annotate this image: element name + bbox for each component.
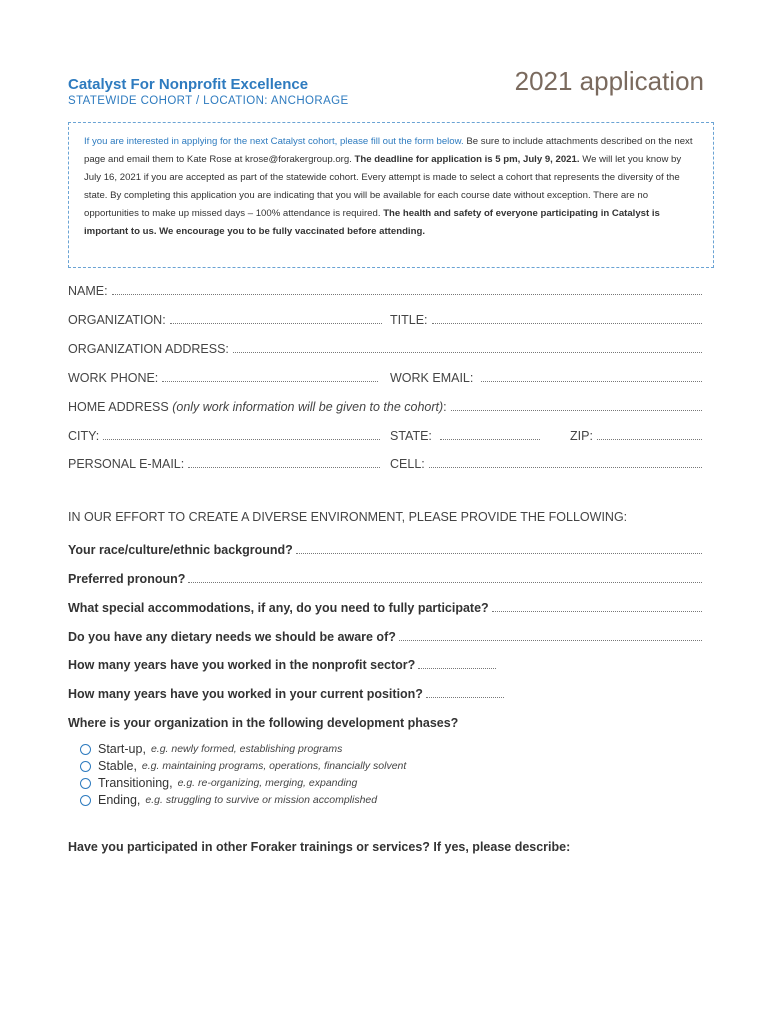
program-title: Catalyst For Nonprofit Excellence [68, 76, 309, 93]
phase-label: Stable, [98, 759, 137, 773]
name-label: NAME: [68, 284, 108, 298]
org-address-row [68, 338, 702, 356]
org-address-line[interactable] [233, 352, 702, 353]
pronoun-question[interactable] [68, 568, 702, 586]
dietary-line[interactable] [399, 640, 702, 641]
cell-field[interactable] [390, 453, 702, 471]
years-nonprofit-label: How many years have you worked in the nonprofit sector? [68, 658, 416, 672]
pronoun-label: Preferred pronoun? [68, 572, 186, 586]
work-contact-row [68, 367, 702, 385]
home-address-note: (only work information will be given to the cohort) [172, 400, 444, 414]
years-nonprofit-question[interactable] [68, 654, 702, 672]
title-field[interactable] [390, 309, 702, 327]
city-field[interactable] [68, 425, 380, 443]
title-label: TITLE: [390, 313, 428, 327]
home-address-row [68, 396, 702, 414]
personal-email-line[interactable] [188, 467, 380, 468]
phase-label: Transitioning, [98, 776, 173, 790]
phase-option-stable[interactable] [80, 759, 406, 773]
home-address-colon: : [443, 400, 447, 414]
years-position-line[interactable] [426, 697, 504, 698]
phase-example: e.g. newly formed, establishing programs [150, 743, 343, 755]
phase-option-ending[interactable] [80, 793, 377, 807]
name-line[interactable] [112, 294, 702, 295]
personal-email-label: PERSONAL E-MAIL: [68, 457, 185, 471]
organization-line[interactable] [170, 323, 382, 324]
org-address-label: ORGANIZATION ADDRESS: [68, 342, 229, 356]
dietary-question[interactable] [68, 626, 702, 644]
phase-label: Ending, [98, 793, 141, 807]
dietary-label: Do you have any dietary needs we should be aware of? [68, 630, 396, 644]
accommodations-question[interactable] [68, 597, 702, 615]
personal-email-field[interactable] [68, 453, 380, 471]
zip-label: ZIP: [570, 429, 593, 443]
organization-field[interactable] [68, 309, 382, 327]
state-label: STATE: [390, 429, 432, 443]
home-address-line[interactable] [451, 410, 702, 411]
radio-circle-icon[interactable] [80, 761, 91, 772]
phase-example: e.g. struggling to survive or mission accomplished [145, 794, 378, 806]
radio-circle-icon[interactable] [80, 795, 91, 806]
radio-circle-icon[interactable] [80, 778, 91, 789]
organization-label: ORGANIZATION: [68, 313, 166, 327]
work-phone-field[interactable] [68, 367, 378, 385]
name-row [68, 280, 702, 298]
personal-contact-row [68, 453, 702, 471]
work-email-line[interactable] [481, 381, 702, 382]
zip-line[interactable] [597, 439, 702, 440]
years-position-label: How many years have you worked in your current position? [68, 687, 423, 701]
org-address-field[interactable] [68, 338, 702, 356]
work-phone-line[interactable] [162, 381, 378, 382]
city-state-zip-row [68, 425, 702, 443]
intro-deadline: The deadline for application is 5 pm, July 9, 2021. [354, 154, 580, 165]
phase-label: Start-up, [98, 742, 146, 756]
zip-field[interactable] [570, 425, 702, 443]
diversity-heading: IN OUR EFFORT TO CREATE A DIVERSE ENVIRONMENT, PLEASE PROVIDE THE FOLLOWING: [68, 510, 628, 524]
state-field[interactable] [390, 425, 540, 443]
years-position-question[interactable] [68, 683, 702, 701]
pronoun-line[interactable] [188, 582, 702, 583]
phase-option-startup[interactable] [80, 742, 342, 756]
intro-lead: If you are interested in applying for the next Catalyst cohort, please fill out the form below. [84, 136, 464, 147]
city-line[interactable] [103, 439, 380, 440]
phase-example: e.g. re-organizing, merging, expanding [177, 777, 358, 789]
organization-row [68, 309, 702, 327]
intro-box [68, 122, 714, 268]
home-address-field[interactable] [68, 396, 702, 414]
home-address-label [68, 400, 447, 414]
phase-option-transitioning[interactable] [80, 776, 357, 790]
state-line[interactable] [440, 439, 540, 440]
intro-attachments: Be sure to include attachments described on the next page and email them to Kate Rose at krose@forakergroup.org. [84, 136, 693, 165]
foraker-question: Have you participated in other Foraker trainings or services? If yes, please describe: [68, 840, 571, 854]
work-phone-label: WORK PHONE: [68, 371, 159, 385]
years-nonprofit-line[interactable] [418, 668, 496, 669]
title-line[interactable] [432, 323, 702, 324]
intro-body: We will let you know by July 16, 2021 if you are accepted as part of the statewide cohort. Every attempt is made to select a cohort that represents the diversity of the state. By completing this application you are indicating that you will be available for each course date without exception. There are no opportunities to make up missed days – 100% attendance is required. [84, 154, 682, 219]
work-email-label: WORK EMAIL: [390, 371, 474, 385]
intro-health: The health and safety of everyone participating in Catalyst is important to us. We encourage you to be fully vaccinated before attending. [84, 208, 660, 237]
work-email-field[interactable] [390, 367, 702, 385]
name-field[interactable] [68, 280, 702, 298]
radio-circle-icon[interactable] [80, 744, 91, 755]
cell-label: CELL: [390, 457, 425, 471]
cohort-location: STATEWIDE COHORT / LOCATION: ANCHORAGE [68, 95, 349, 107]
home-address-label-text: HOME ADDRESS [68, 400, 169, 414]
phase-example: e.g. maintaining programs, operations, financially solvent [141, 760, 407, 772]
cell-line[interactable] [429, 467, 702, 468]
race-label: Your race/culture/ethnic background? [68, 543, 293, 557]
accommodations-line[interactable] [492, 611, 702, 612]
race-question[interactable] [68, 539, 702, 557]
phases-question: Where is your organization in the following development phases? [68, 716, 459, 730]
application-year-title: 2021 application [514, 66, 704, 96]
accommodations-label: What special accommodations, if any, do you need to fully participate? [68, 601, 489, 615]
city-label: CITY: [68, 429, 100, 443]
race-line[interactable] [296, 553, 702, 554]
